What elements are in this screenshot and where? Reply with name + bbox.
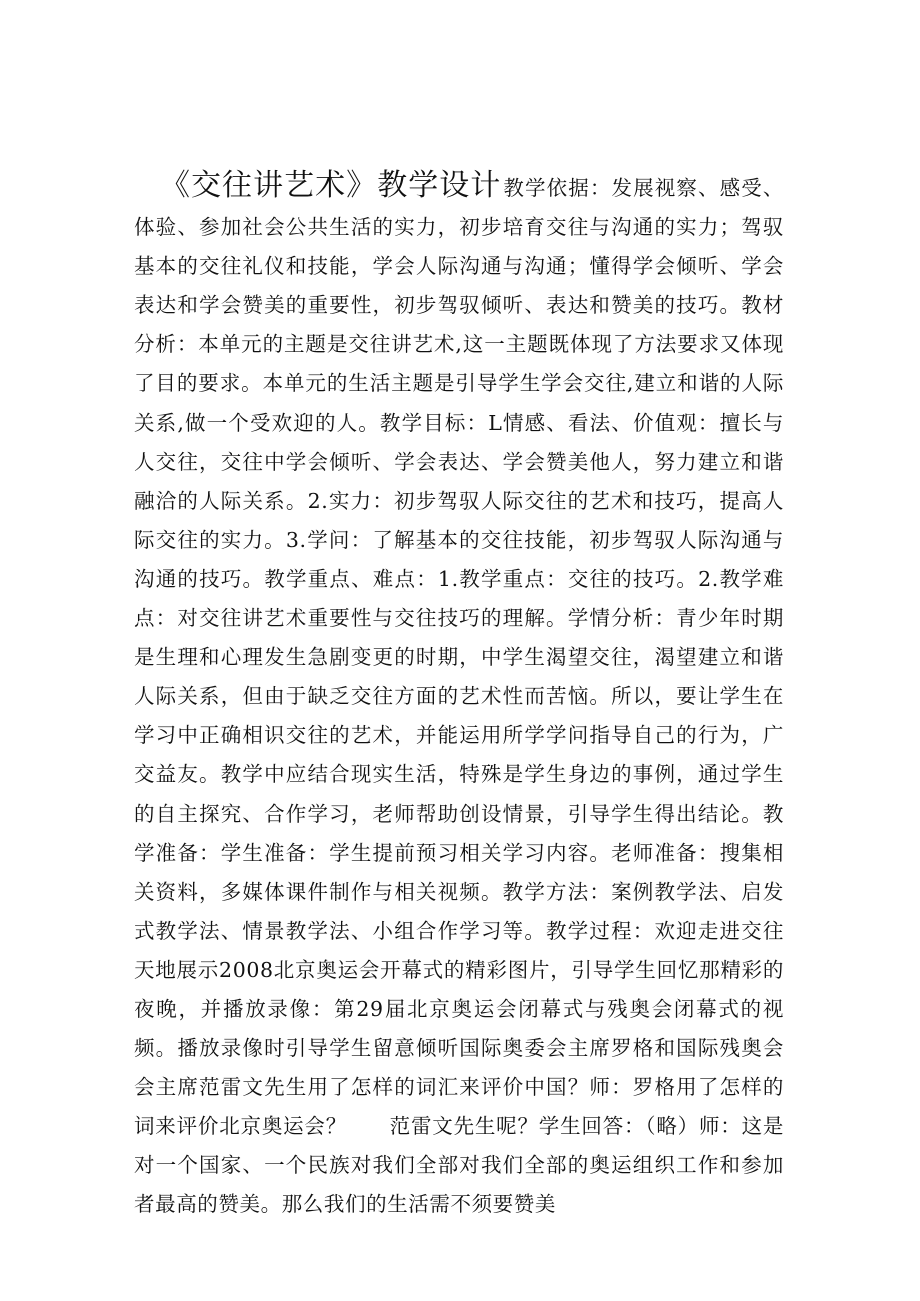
- body-paragraph: 教学依据：发展视察、感受、体验、参加社会公共生活的实力，初步培育交往与沟通的实力；驾驭基本的交往礼仪和技能，学会人际沟通与沟通；懂得学会倾听、学会表达和学会赞美的重要性，初步驾驭倾听、表达和赞美的技巧。教材分析：本单元的主题是交往讲艺术,这一主题既体现了方法要求又体现了目的要求。本单元的生活主题是引导学生学会交往,建立和谐的人际关系,做一个受欢迎的人。教学目标：L情感、看法、价值观：擅长与人交往，交往中学会倾听、学会表达、学会赞美他人，努力建立和谐融洽的人际关系。2.实力：初步驾驭人际交往的艺术和技巧，提高人际交往的实力。3.学问：了解基本的交往技能，初步驾驭人际沟通与沟通的技巧。教学重点、难点：1.教学重点：交往的技巧。2.教学难点：对交往讲艺术重要性与交往技巧的理解。学情分析：青少年时期是生理和心理发生急剧变更的时期，中学生渴望交往，渴望建立和谐人际关系，但由于缺乏交往方面的艺术性而苦恼。所以，要让学生在学习中正确相识交往的艺术，并能运用所学学问指导自己的行为，广交益友。教学中应结合现实生活，特殊是学生身边的事例，通过学生的自主探究、合作学习，老师帮助创设情景，引导学生得出结论。教学准备：学生准备：学生提前预习相关学习内容。老师准备：搜集相关资料，多媒体课件制作与相关视频。教学方法：案例教学法、启发式教学法、情景教学法、小组合作学习等。教学过程：欢迎走进交往天地展示2008北京奥运会开幕式的精彩图片，引导学生回忆那精彩的夜晚，并播放录像：第29届北京奥运会闭幕式与残奥会闭幕式的视频。播放录像时引导学生留意倾听国际奥委会主席罗格和国际残奥会会主席范雷文先生用了怎样的词汇来评价中国？师：罗格用了怎样的词来评价北京奥运会？ 范雷文先生呢？学生回答：（略）师：这是对一个国家、一个民族对我们全部对我们全部的奥运组织工作和参加者最高的赞美。那么我们的生活需不须要赞美: [134, 176, 785, 1217]
- document-title: 《交往讲艺术》教学设计: [160, 168, 502, 203]
- document-body: [134, 166, 784, 1225]
